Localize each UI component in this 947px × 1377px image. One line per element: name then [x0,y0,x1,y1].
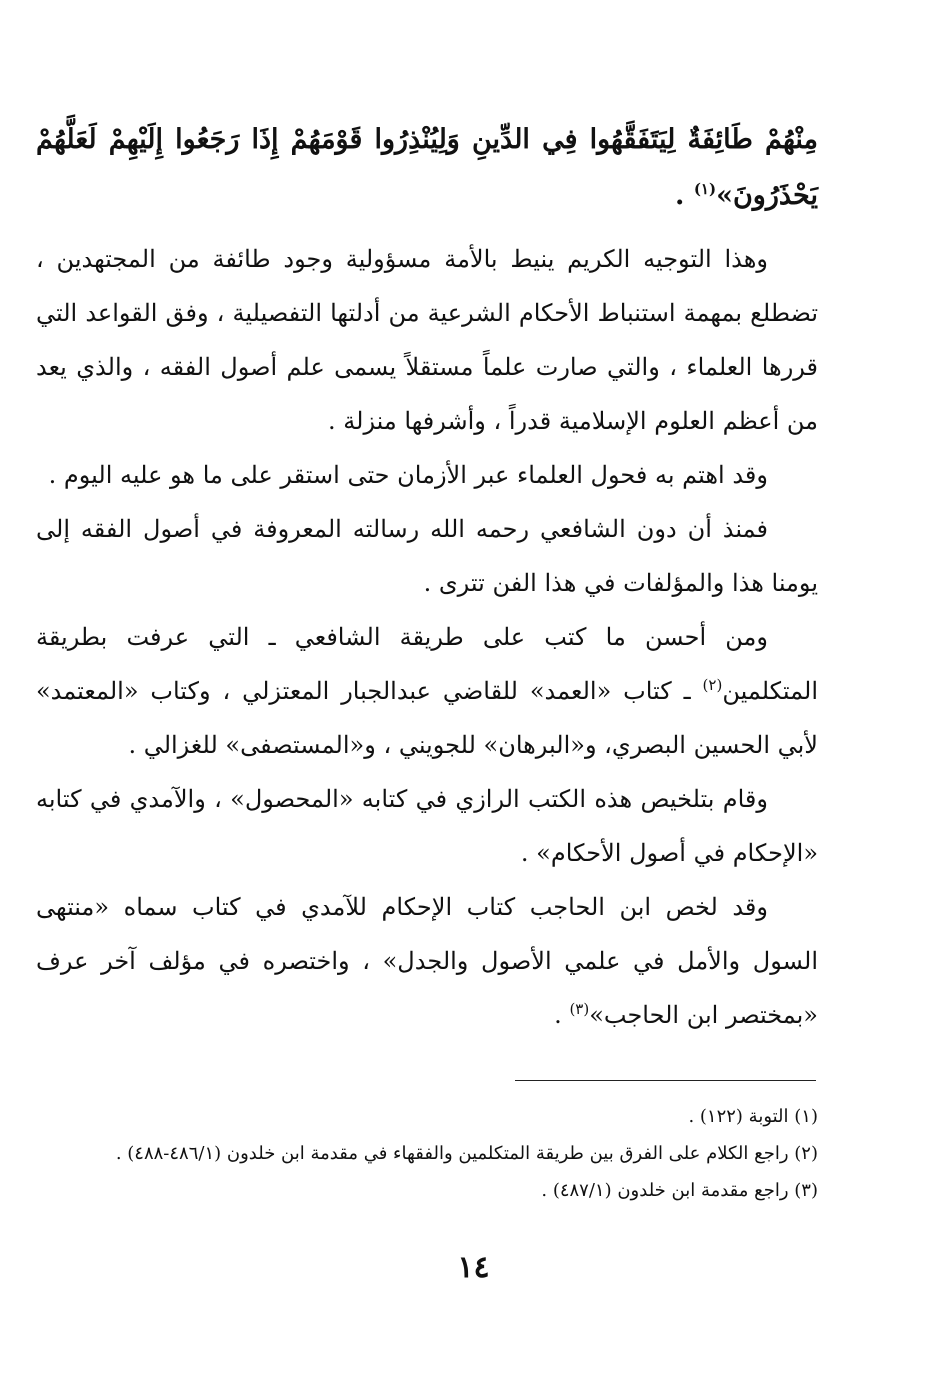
body-text [36,232,818,1042]
paragraph-4-part-b: ـ كتاب «العمد» للقاضي عبدالجبار المعتزلي ، وكتاب «المعتمد» لأبي الحسين البصري، و«البرهان» للجويني ، و«المستصفى» للغزالي . [36,677,818,759]
footnote-1: (١) التوبة (١٢٢) . [688,1106,818,1127]
quran-verse [36,112,818,224]
verse-end: . [675,180,694,211]
footnote-separator [515,1080,816,1081]
footnote-ref-1: (١) [693,180,717,198]
paragraph-4-part-a: ومن أحسن ما كتب على طريقة الشافعي ـ التي عرفت بطريقة المتكلمين [36,623,818,705]
page-number: ١٤ [457,1250,490,1285]
paragraph-6 [36,880,818,1042]
footnote-3: (٣) راجع مقدمة ابن خلدون (٤٨٧/١) . [541,1180,818,1201]
paragraph-1: وهذا التوجيه الكريم ينيط بالأمة مسؤولية وجود طائفة من المجتهدين ، تضطلع بمهمة استنباط الأحكام الشرعية من أدلتها التفصيلية ، وفق القواعد التي قررها العلماء ، والتي صارت علماً مستقلاً يسمى علم أصول الفقه ، والذي يعد من أعظم العلوم الإسلامية قدراً ، وأشرفها منزلة . [36,245,819,435]
paragraph-6-end: . [554,1001,570,1029]
paragraph-3: فمنذ أن دون الشافعي رحمه الله رسالته المعروفة في أصول الفقه إلى يومنا هذا والمؤلفات في هذا الفن تترى . [36,515,818,597]
footnotes [36,1098,818,1209]
paragraph-2: وقد اهتم به فحول العلماء عبر الأزمان حتى استقر على ما هو عليه اليوم . [48,461,768,489]
paragraph-5: وقام بتلخيص هذه الكتب الرازي في كتابه «المحصول» ، والآمدي في كتابه «الإحكام في أصول الأحكام» . [36,785,818,867]
verse-text: مِنْهُمْ طَائِفَةٌ لِيَتَفَقَّهُوا فِي الدِّينِ وَلِيُنْذِرُوا قَوْمَهُمْ إِذَا رَجَعُوا إِلَيْهِمْ لَعَلَّهُمْ يَحْذَرُونَ» [36,124,818,211]
paragraph-6-part-a: وقد لخص ابن الحاجب كتاب الإحكام للآمدي في كتاب سماه «منتهى السول والأمل في علمي الأصول والجدل» ، واختصره في مؤلف آخر عرف «بمختصر ابن الحاجب» [36,893,818,1029]
footnote-ref-3: (٣) [569,1000,590,1018]
paragraph-4 [36,610,818,772]
footnote-ref-2: (٢) [702,676,723,694]
footnote-2: (٢) راجع الكلام على الفرق بين طريقة المتكلمين والفقهاء في مقدمة ابن خلدون (٤٨٦/١-٤٨٨) . [115,1143,818,1164]
